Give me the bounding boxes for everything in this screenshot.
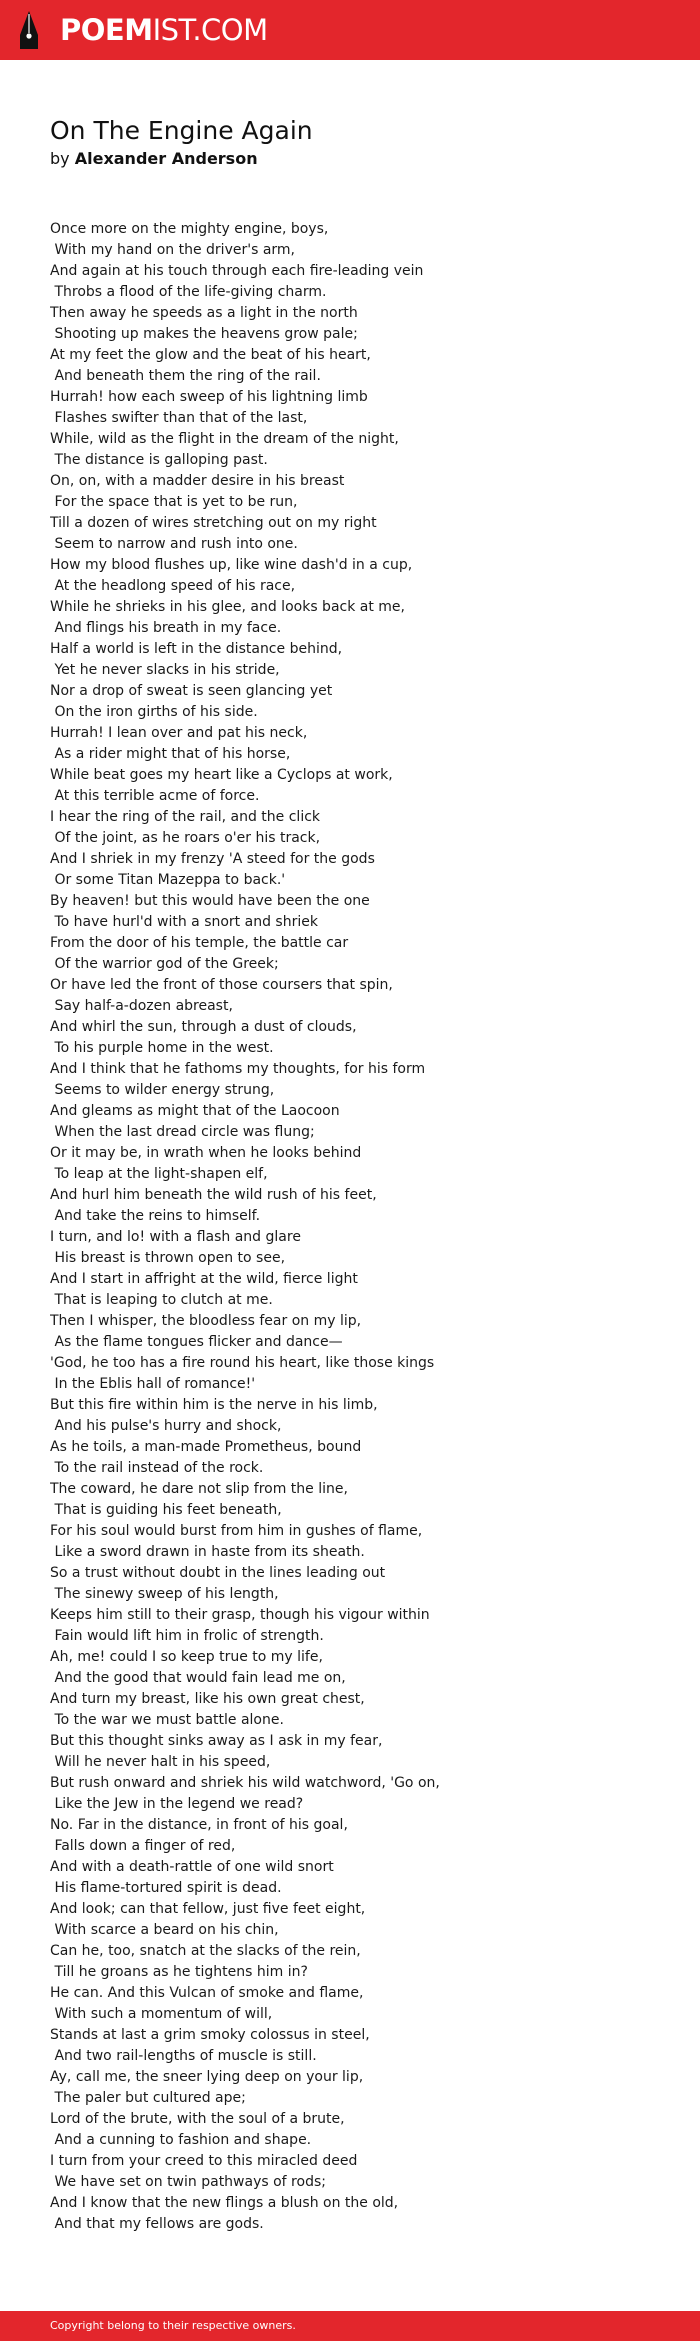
- pen-nib-icon: [17, 9, 41, 51]
- copyright-text: Copyright belong to their respective owners.: [50, 2319, 296, 2332]
- poem-line: And look; can that fellow, just five feet eight,: [50, 1901, 366, 1917]
- poem-line: He can. And this Vulcan of smoke and flame,: [50, 1985, 364, 2001]
- poem-line: Shooting up makes the heavens grow pale;: [50, 326, 358, 342]
- poem-line: His breast is thrown open to see,: [50, 1250, 286, 1266]
- poem-line: The paler but cultured ape;: [50, 2090, 246, 2106]
- poem-line: So a trust without doubt in the lines leading out: [50, 1565, 386, 1581]
- poem-line: That is leaping to clutch at me.: [50, 1292, 273, 1308]
- poem-line: But this fire within him is the nerve in his limb,: [50, 1397, 378, 1413]
- poem-line: And I start in affright at the wild, fierce light: [50, 1271, 358, 1287]
- poem-line: At this terrible acme of force.: [50, 788, 260, 804]
- poem-line: And I know that the new flings a blush on the old,: [50, 2195, 399, 2211]
- byline: [50, 148, 258, 170]
- poem-line: By heaven! but this would have been the one: [50, 893, 370, 909]
- poem-line: Stands at last a grim smoky colossus in steel,: [50, 2027, 370, 2043]
- poem-line: Or have led the front of those coursers that spin,: [50, 977, 393, 993]
- poem-line: Nor a drop of sweat is seen glancing yet: [50, 683, 333, 699]
- by-label: by: [50, 149, 70, 168]
- poem-line: When the last dread circle was flung;: [50, 1124, 315, 1140]
- poem-line: And I think that he fathoms my thoughts, for his form: [50, 1061, 426, 1077]
- poem-line: And beneath them the ring of the rail.: [50, 368, 321, 384]
- poem-line: And with a death-rattle of one wild snort: [50, 1859, 334, 1875]
- poem-line: Till he groans as he tightens him in?: [50, 1964, 308, 1980]
- poem-line: Hurrah! how each sweep of his lightning limb: [50, 389, 368, 405]
- poem-line: And take the reins to himself.: [50, 1208, 261, 1224]
- poem-line: And turn my breast, like his own great chest,: [50, 1691, 365, 1707]
- logo-text-strong: POEM: [60, 13, 153, 47]
- logo-text-light: IST.COM: [152, 13, 268, 47]
- poem-line: To have hurl'd with a snort and shriek: [50, 914, 318, 930]
- poem-line: Hurrah! I lean over and pat his neck,: [50, 725, 308, 741]
- poem-line: Throbs a flood of the life-giving charm.: [50, 284, 327, 300]
- poem-line: But this thought sinks away as I ask in my fear,: [50, 1733, 383, 1749]
- poem-line: Say half-a-dozen abreast,: [50, 998, 233, 1014]
- poem-line: Yet he never slacks in his stride,: [50, 662, 280, 678]
- poem-line: We have set on twin pathways of rods;: [50, 2174, 326, 2190]
- site-footer: [0, 2311, 700, 2341]
- poem-line: I turn, and lo! with a flash and glare: [50, 1229, 301, 1245]
- poem-line: Fain would lift him in frolic of strength.: [50, 1628, 324, 1644]
- poem-line: As the flame tongues flicker and dance—: [50, 1334, 343, 1350]
- poem-line: Can he, too, snatch at the slacks of the rein,: [50, 1943, 361, 1959]
- poem-body: [50, 219, 670, 2235]
- poem-line: While he shrieks in his glee, and looks back at me,: [50, 599, 405, 615]
- poem-title: On The Engine Again: [50, 116, 313, 145]
- poem-line: In the Eblis hall of romance!': [50, 1376, 256, 1392]
- poem-line: For the space that is yet to be run,: [50, 494, 298, 510]
- poem-line: With such a momentum of will,: [50, 2006, 273, 2022]
- poem-line: And flings his breath in my face.: [50, 620, 282, 636]
- poem-line: And that my fellows are gods.: [50, 2216, 264, 2232]
- poem-line: To the rail instead of the rock.: [50, 1460, 264, 1476]
- poem-line: Of the warrior god of the Greek;: [50, 956, 279, 972]
- poem-line: With scarce a beard on his chin,: [50, 1922, 279, 1938]
- poem-line: With my hand on the driver's arm,: [50, 242, 295, 258]
- poem-line: Seems to wilder energy strung,: [50, 1082, 275, 1098]
- poem-line: The sinewy sweep of his length,: [50, 1586, 279, 1602]
- poem-line: Till a dozen of wires stretching out on my right: [50, 515, 377, 531]
- poem-line: To leap at the light-shapen elf,: [50, 1166, 268, 1182]
- author-name: Alexander Anderson: [74, 149, 258, 168]
- poem-line: And again at his touch through each fire-leading vein: [50, 263, 424, 279]
- poem-line: And the good that would fain lead me on,: [50, 1670, 346, 1686]
- poem-line: While, wild as the flight in the dream of the night,: [50, 431, 399, 447]
- poem-line: Falls down a finger of red,: [50, 1838, 236, 1854]
- poem-line: Lord of the brute, with the soul of a brute,: [50, 2111, 345, 2127]
- poem-line: Seem to narrow and rush into one.: [50, 536, 298, 552]
- poem-line: Or it may be, in wrath when he looks behind: [50, 1145, 362, 1161]
- poem-line: To his purple home in the west.: [50, 1040, 274, 1056]
- poem-line: Like a sword drawn in haste from its sheath.: [50, 1544, 365, 1560]
- poem-line: Flashes swifter than that of the last,: [50, 410, 308, 426]
- poem-line: Then I whisper, the bloodless fear on my lip,: [50, 1313, 362, 1329]
- poem-line: To the war we must battle alone.: [50, 1712, 284, 1728]
- poem-line: While beat goes my heart like a Cyclops at work,: [50, 767, 393, 783]
- poem-line: But rush onward and shriek his wild watchword, 'Go on,: [50, 1775, 440, 1791]
- poem-line: The coward, he dare not slip from the line,: [50, 1481, 348, 1497]
- site-header: [0, 0, 700, 60]
- poem-line: And gleams as might that of the Laocoon: [50, 1103, 340, 1119]
- poem-line: And hurl him beneath the wild rush of his feet,: [50, 1187, 377, 1203]
- poem-line: At my feet the glow and the beat of his heart,: [50, 347, 371, 363]
- poem-line: Keeps him still to their grasp, though his vigour within: [50, 1607, 430, 1623]
- poem-line: Ay, call me, the sneer lying deep on your lip,: [50, 2069, 364, 2085]
- poem-line: Or some Titan Mazeppa to back.': [50, 872, 286, 888]
- poem-line: The distance is galloping past.: [50, 452, 268, 468]
- poem-line: No. Far in the distance, in front of his goal,: [50, 1817, 348, 1833]
- poem-line: Once more on the mighty engine, boys,: [50, 221, 329, 237]
- poem-line: And I shriek in my frenzy 'A steed for the gods: [50, 851, 375, 867]
- poem-line: At the headlong speed of his race,: [50, 578, 296, 594]
- poem-line: From the door of his temple, the battle car: [50, 935, 349, 951]
- poem-line: And whirl the sun, through a dust of clouds,: [50, 1019, 357, 1035]
- poem-line: Of the joint, as he roars o'er his track,: [50, 830, 321, 846]
- poem-line: Then away he speeds as a light in the north: [50, 305, 358, 321]
- poem-line: His flame-tortured spirit is dead.: [50, 1880, 282, 1896]
- poem-line: Ah, me! could I so keep true to my life,: [50, 1649, 323, 1665]
- poem-line: 'God, he too has a fire round his heart, like those kings: [50, 1355, 435, 1371]
- poem-line: On the iron girths of his side.: [50, 704, 258, 720]
- poem-line: On, on, with a madder desire in his breast: [50, 473, 345, 489]
- poem-line: As he toils, a man-made Prometheus, bound: [50, 1439, 362, 1455]
- site-logo[interactable]: [60, 10, 268, 50]
- poem-line: Half a world is left in the distance behind,: [50, 641, 343, 657]
- poem-line: And two rail-lengths of muscle is still.: [50, 2048, 317, 2064]
- poem-line: I turn from your creed to this miracled deed: [50, 2153, 358, 2169]
- poem-line: How my blood flushes up, like wine dash'd in a cup,: [50, 557, 413, 573]
- poem-line: For his soul would burst from him in gushes of flame,: [50, 1523, 423, 1539]
- poem-line: As a rider might that of his horse,: [50, 746, 291, 762]
- poem-line: And a cunning to fashion and shape.: [50, 2132, 312, 2148]
- poem-line: Like the Jew in the legend we read?: [50, 1796, 304, 1812]
- poem-line: Will he never halt in his speed,: [50, 1754, 271, 1770]
- poem-line: That is guiding his feet beneath,: [50, 1502, 282, 1518]
- poem-line: And his pulse's hurry and shock,: [50, 1418, 282, 1434]
- poem-line: I hear the ring of the rail, and the click: [50, 809, 321, 825]
